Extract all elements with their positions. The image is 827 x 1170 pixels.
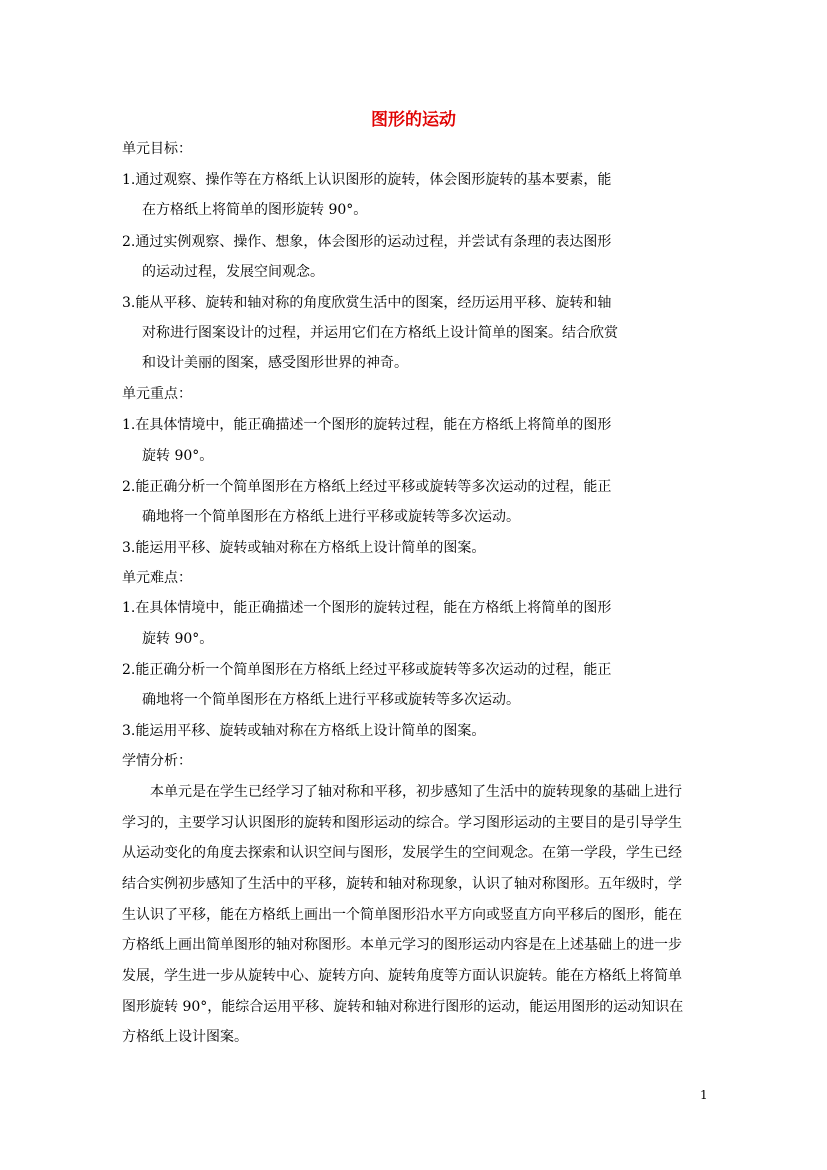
key-point-1-line-1: 1.在具体情境中，能正确描述一个图形的旋转过程，能在方格纸上将简单的图形	[122, 417, 612, 433]
goal-3-line-1: 3.能从平移、旋转和轴对称的角度欣赏生活中的图案，经历运用平移、旋转和轴	[122, 295, 612, 311]
analysis-line: 生认识了平移，能在方格纸上画出一个简单图形沿水平方向或竖直方向平移后的图形，能在	[122, 907, 682, 923]
difficulty-1-line-2: 旋转 90°。	[142, 631, 214, 647]
goals-heading: 单元目标：	[122, 141, 192, 157]
key-point-3: 3.能运用平移、旋转或轴对称在方格纸上设计简单的图案。	[122, 540, 486, 556]
document-title: 图形的运动	[371, 110, 456, 130]
difficulty-2-line-2: 确地将一个简单图形在方格纸上进行平移或旋转等多次运动。	[142, 692, 520, 708]
key-point-1-line-2: 旋转 90°。	[142, 448, 214, 464]
goal-2-line-1: 2.通过实例观察、操作、想象，体会图形的运动过程，并尝试有条理的表达图形	[122, 234, 612, 250]
page-number: 1	[700, 1088, 708, 1102]
key-points-heading: 单元重点：	[122, 386, 192, 402]
goal-1-line-2: 在方格纸上将简单的图形旋转 90°。	[142, 202, 368, 218]
difficulty-1-line-1: 1.在具体情境中，能正确描述一个图形的旋转过程，能在方格纸上将简单的图形	[122, 600, 612, 616]
analysis-line: 图形旋转 90°，能综合运用平移、旋转和轴对称进行图形的运动，能运用图形的运动知识在	[122, 999, 684, 1015]
analysis-line: 学习的，主要学习认识图形的旋转和图形运动的综合。学习图形运动的主要目的是引导学生	[122, 815, 682, 831]
analysis-line: 从运动变化的角度去探索和认识空间与图形，发展学生的空间观念。在第一学段，学生已经	[122, 845, 682, 861]
analysis-line: 方格纸上设计图案。	[122, 1029, 248, 1045]
goal-2-line-2: 的运动过程，发展空间观念。	[142, 264, 324, 280]
key-point-2-line-2: 确地将一个简单图形在方格纸上进行平移或旋转等多次运动。	[142, 509, 520, 525]
goal-3-line-2: 对称进行图案设计的过程，并运用它们在方格纸上设计简单的图案。结合欣赏	[142, 325, 618, 341]
key-point-2-line-1: 2.能正确分析一个简单图形在方格纸上经过平移或旋转等多次运动的过程，能正	[122, 479, 612, 495]
goal-3-line-3: 和设计美丽的图案，感受图形世界的神奇。	[142, 355, 408, 371]
analysis-heading: 学情分析：	[122, 753, 192, 769]
difficulties-heading: 单元难点：	[122, 570, 192, 586]
difficulty-3: 3.能运用平移、旋转或轴对称在方格纸上设计简单的图案。	[122, 723, 486, 739]
analysis-line: 方格纸上画出简单图形的轴对称图形。本单元学习的图形运动内容是在上述基础上的进一步	[122, 937, 682, 953]
analysis-line: 发展，学生进一步从旋转中心、旋转方向、旋转角度等方面认识旋转。能在方格纸上将简单	[122, 968, 682, 984]
analysis-line: 结合实例初步感知了生活中的平移，旋转和轴对称现象，认识了轴对称图形。五年级时，学	[122, 876, 682, 892]
analysis-line: 本单元是在学生已经学习了轴对称和平移，初步感知了生活中的旋转现象的基础上进行	[122, 784, 682, 800]
goal-1-line-1: 1.通过观察、操作等在方格纸上认识图形的旋转，体会图形旋转的基本要素，能	[122, 172, 612, 188]
difficulty-2-line-1: 2.能正确分析一个简单图形在方格纸上经过平移或旋转等多次运动的过程，能正	[122, 662, 612, 678]
